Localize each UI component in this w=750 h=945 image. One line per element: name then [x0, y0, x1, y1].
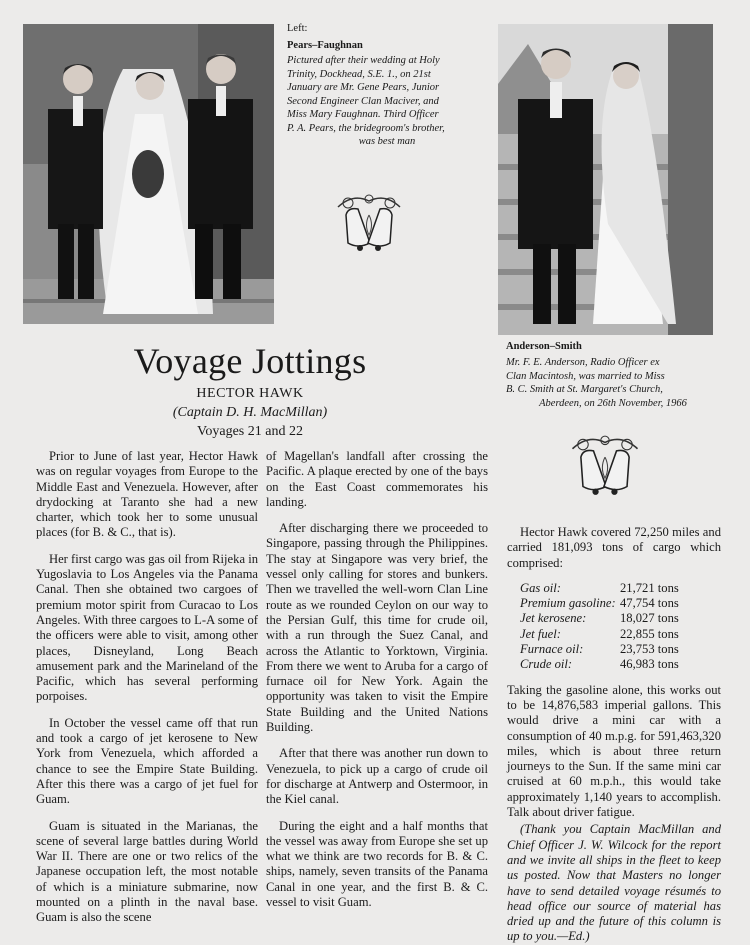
caption-heading: Anderson–Smith [506, 341, 582, 352]
wedding-photo-anderson-smith [498, 24, 713, 335]
wedding-photo-pears-faughnan [23, 24, 274, 324]
table-row: Crude oil: 46,983 tons [520, 657, 679, 672]
ship-name: HECTOR HAWK [196, 386, 304, 401]
caption-line: January are Mr. Gene Pears, Junior [287, 82, 440, 93]
table-row: Jet kerosene: 18,027 tons [520, 611, 679, 626]
caption-line: Miss Mary Faughnan. Third Officer [287, 109, 439, 120]
captain-name: (Captain D. H. MacMillan) [172, 405, 328, 420]
caption-line: Trinity, Dockhead, S.E. 1., on 21st [287, 68, 431, 80]
article-column-1 [36, 449, 258, 926]
paragraph: During the eight and a half months that the vessel was away from Europe she set up what we think are two records for B. & C. ships, namely, seven transits of the Panama Canal in one year, and the first B. & C. vessel to visit Guam. [266, 818, 488, 910]
paragraph: Prior to June of last year, Hector Hawk was on regular voyages from Europe to the Middle East and Venezuela. However, after drydocking at Taranto she had a new charter, which took her to some unusual places (for B. & C., that is). [36, 449, 258, 540]
table-row: Gas oil: 21,721 tons [520, 580, 679, 595]
paragraph: Taking the gasoline alone, this works out to be 14,876,583 imperial gallons. This would drive a mini car with a consumption of 40 m.p.g. for 591,463,320 miles, which is about three return journeys to the Sun. If the same mini car cruised at 60 m.p.h., this would take approximately 1,140 years to accomplish. Talk about driver fatigue. [507, 682, 721, 820]
editor-note: (Thank you Captain MacMillan and Chief Officer J. W. Wilcock for the report and we invite all ships in the fleet to keep us posted. Now that Masters no longer have to send detailed voyage résumés to head office our source of material has dried up and the future of this column is up to you.—Ed.) [507, 822, 721, 944]
paragraph: In October the vessel came off that run and took a cargo of jet kerosene to New York from Venezuela, which afforded a chance to see the Empire State Building. After this there was a cargo of jet fuel for Guam. [36, 715, 258, 807]
caption-line: Pictured after their wedding at Holy [287, 55, 440, 66]
caption-line: B. C. Smith at St. Margaret's Church, [506, 384, 663, 395]
paragraph: After discharging there we proceeded to Singapore, passing through the Philippines. The stay at Singapore was very brief, the vessel only calling for stores and bunkers. Then we travelled the well-worn Clan Line route as we rounded Ceylon on our way to the Persian Gulf, this time for crude oil, with a run through the Suez Canal, and across the Atlantic to Yorktown, Virginia. From there we went to Aruba for a cargo of furnace oil for New York. Again the opportunity was taken to visit the Empire State Building and the United Nations Building. [266, 521, 488, 735]
wedding-bells-icon [562, 425, 648, 505]
cargo-intro: Hector Hawk covered 72,250 miles and carried 181,093 tons of cargo which comprised: [507, 525, 721, 570]
caption-line: Aberdeen, on 26th November, 1966 [539, 397, 687, 409]
caption-line: was best man [358, 136, 416, 147]
article-title: Voyage Jottings [133, 341, 367, 381]
caption-line: Mr. F. E. Anderson, Radio Officer ex [506, 357, 660, 368]
caption-pears-faughnan [287, 22, 487, 149]
caption-line: Clan Macintosh, was married to Miss [506, 370, 665, 382]
caption-label: Left: [287, 23, 308, 34]
table-row: Jet fuel: 22,855 tons [520, 626, 679, 641]
paragraph: Her first cargo was gas oil from Rijeka in Yugoslavia to Los Angeles via the Panama Canal. Then she obtained two cargoes of premium motor spirit from Curacao to Los Angeles. With three cargoes to L-A some of the officers were able to visit, among other places, Disneyland, Long Beach amusement park and the Marineland of the Pacific, which has several performing porpoises. [36, 551, 258, 704]
paragraph: After that there was another run down to Venezuela, to pick up a cargo of crude oil for discharge at Antwerp and Ostermoor, in the Kiel canal. [266, 746, 488, 807]
wedding-bells-icon [328, 185, 410, 260]
paragraph: of Magellan's landfall after crossing the Pacific. A plaque erected by one of the bays on the East Coast commemorates his landing. [266, 449, 488, 509]
paragraph: Guam is situated in the Marianas, the scene of several large battles during World War II. There are one or two relics of the Japanese occupation left, the most notable of which is a miniature submarine, now mounted on a plinth in the naval base. Guam is also the scene [36, 818, 258, 925]
cargo-table [520, 581, 679, 673]
table-row: Furnace oil: 23,753 tons [520, 642, 679, 657]
article-column-2 [266, 449, 488, 910]
caption-line: P. A. Pears, the bridegroom's brother, [287, 122, 445, 134]
caption-heading: Pears–Faughnan [287, 40, 363, 51]
voyage-numbers: Voyages 21 and 22 [197, 424, 303, 439]
article-column-3 [507, 525, 721, 945]
caption-anderson-smith [506, 340, 720, 410]
table-row: Premium gasoline: 47,754 tons [520, 596, 679, 611]
caption-line: Second Engineer Clan Maciver, and [287, 95, 439, 107]
